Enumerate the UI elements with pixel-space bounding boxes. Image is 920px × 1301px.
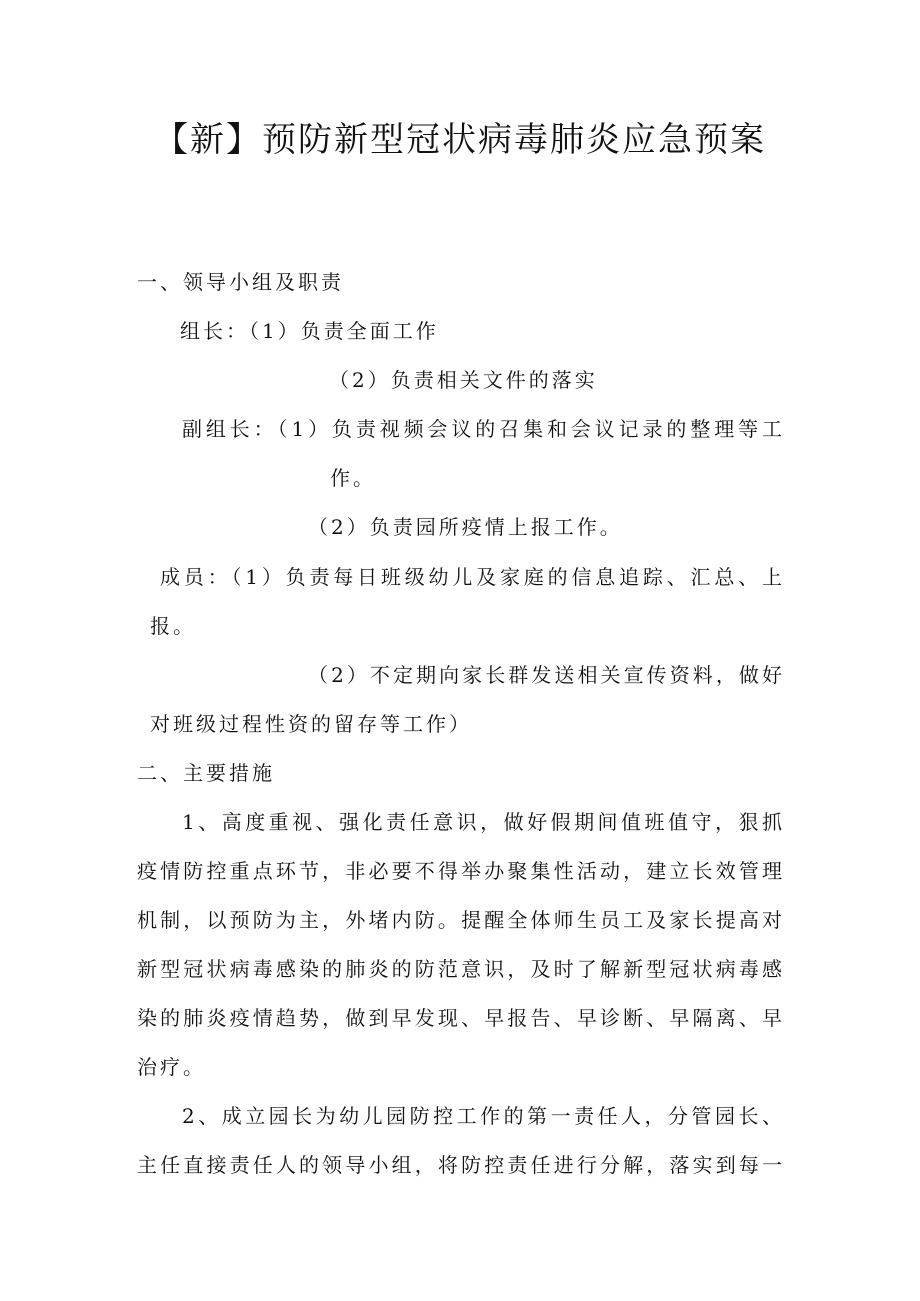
member-duty-2: （2）不定期向家长群发送相关宣传资料，做好 xyxy=(308,663,782,687)
leader-duty-1: 组长：（1）负责全面工作 xyxy=(180,319,439,343)
leader-duty-2: （2）负责相关文件的落实 xyxy=(329,368,598,392)
measure2-line: 2、成立园长为幼儿园防控工作的第一责任人，分管园长、 xyxy=(182,1104,782,1128)
measure1-line: 新型冠状病毒感染的肺炎的防范意识，及时了解新型冠状病毒感 xyxy=(137,957,782,981)
measure1-line: 染的肺炎疫情趋势，做到早发现、早报告、早诊断、早隔离、早 xyxy=(137,1006,782,1030)
member-duty-1: 成员：（1）负责每日班级幼儿及家庭的信息追踪、汇总、上 xyxy=(160,565,782,589)
measure1-line: 疫情防控重点环节，非必要不得举办聚集性活动，建立长效管理 xyxy=(137,859,782,883)
section2-heading: 二、主要措施 xyxy=(137,761,275,785)
document-title: 【新】预防新型冠状病毒肺炎应急预案 xyxy=(154,120,766,160)
member-duty-1-continued: 报。 xyxy=(150,614,196,638)
measure1-line: 机制，以预防为主，外堵内防。提醒全体师生员工及家长提高对 xyxy=(137,908,782,932)
measure2-line: 主任直接责任人的领导小组，将防控责任进行分解，落实到每一 xyxy=(137,1153,782,1177)
member-duty-2-continued: 对班级过程性资的留存等工作） xyxy=(150,712,472,736)
deputy-duty-2: （2）负责园所疫情上报工作。 xyxy=(308,515,623,539)
measure1-line: 治疗。 xyxy=(137,1055,206,1079)
deputy-duty-1-continued: 作。 xyxy=(330,466,376,490)
deputy-duty-1: 副组长：（1）负责视频会议的召集和会议记录的整理等工 xyxy=(182,417,782,441)
section1-heading: 一、领导小组及职责 xyxy=(137,270,344,294)
measure1-line: 1、高度重视、强化责任意识，做好假期间值班值守，狠抓 xyxy=(182,810,782,834)
